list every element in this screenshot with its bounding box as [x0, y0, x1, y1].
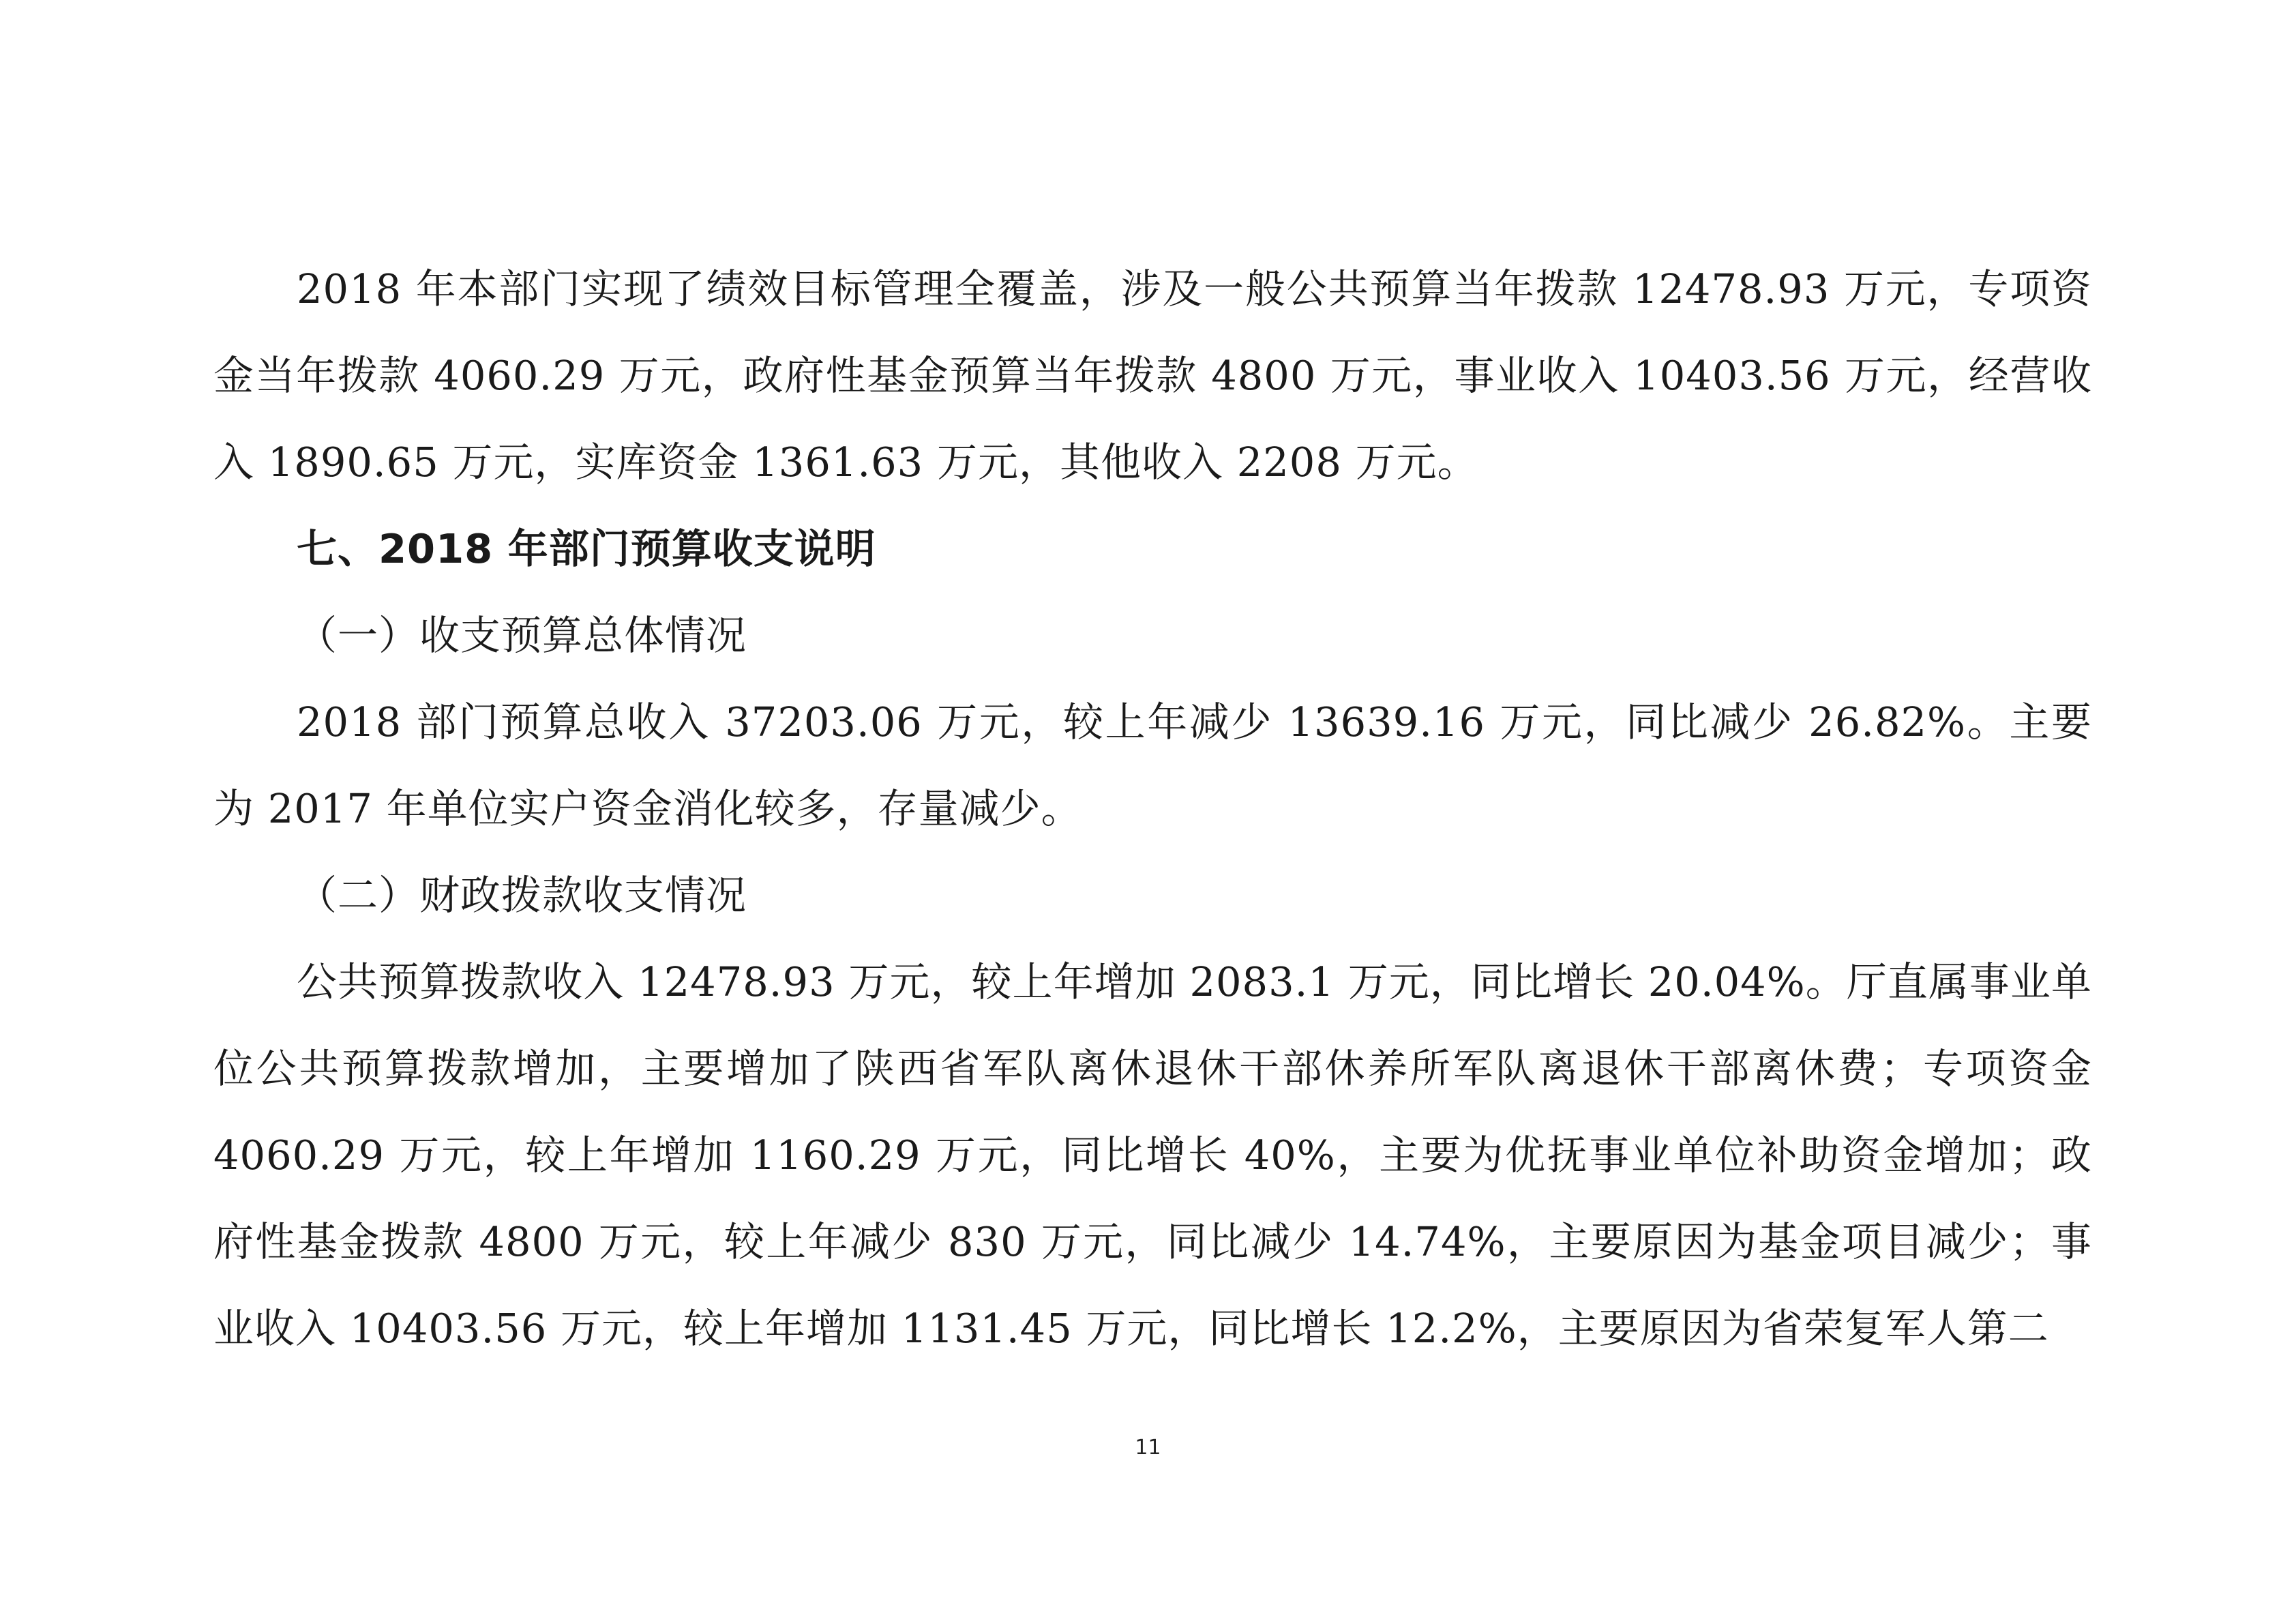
overall-budget-subheading: （一）收支预算总体情况	[297, 612, 747, 659]
page-number: 11	[1135, 1436, 1161, 1460]
fiscal-allocation-paragraph: 公共预算拨款收入 12478.93 万元，较上年增加 2083.1 万元，同比增长 20.04%。厅直属事业单位公共预算拨款增加，主要增加了陕西省军队离休退休干部休养所军队离退休干部离休费；专项资金 4060.29 万元，较上年增加 1160.29 万元，同比增长 40%，主要为优抚事业单位补助资金增加；政府性基金拨款 4800 万元，较上年减少 830 万元，同比减少 14.74%，主要原因为基金项目减少；事业收入 10403.56 万元，较上年增加 1131.45 万元，同比增长 12.2%，主要原因为省荣复军人第二	[213, 958, 2092, 1352]
performance-goal-paragraph: 2018 年本部门实现了绩效目标管理全覆盖，涉及一般公共预算当年拨款 12478.93 万元，专项资金当年拨款 4060.29 万元，政府性基金预算当年拨款 4800 万元，事业收入 10403.56 万元，经营收入 1890.65 万元，实库资金 1361.63 万元，其他收入 2208 万元。	[213, 265, 2092, 486]
document-body	[213, 246, 2092, 1372]
section-seven-heading: 七、2018 年部门预算收支说明	[297, 525, 876, 572]
fiscal-allocation-subheading: （二）财政拨款收支情况	[297, 872, 747, 919]
overall-budget-paragraph: 2018 部门预算总收入 37203.06 万元，较上年减少 13639.16 万元，同比减少 26.82%。主要为 2017 年单位实户资金消化较多，存量减少。	[213, 698, 2092, 832]
